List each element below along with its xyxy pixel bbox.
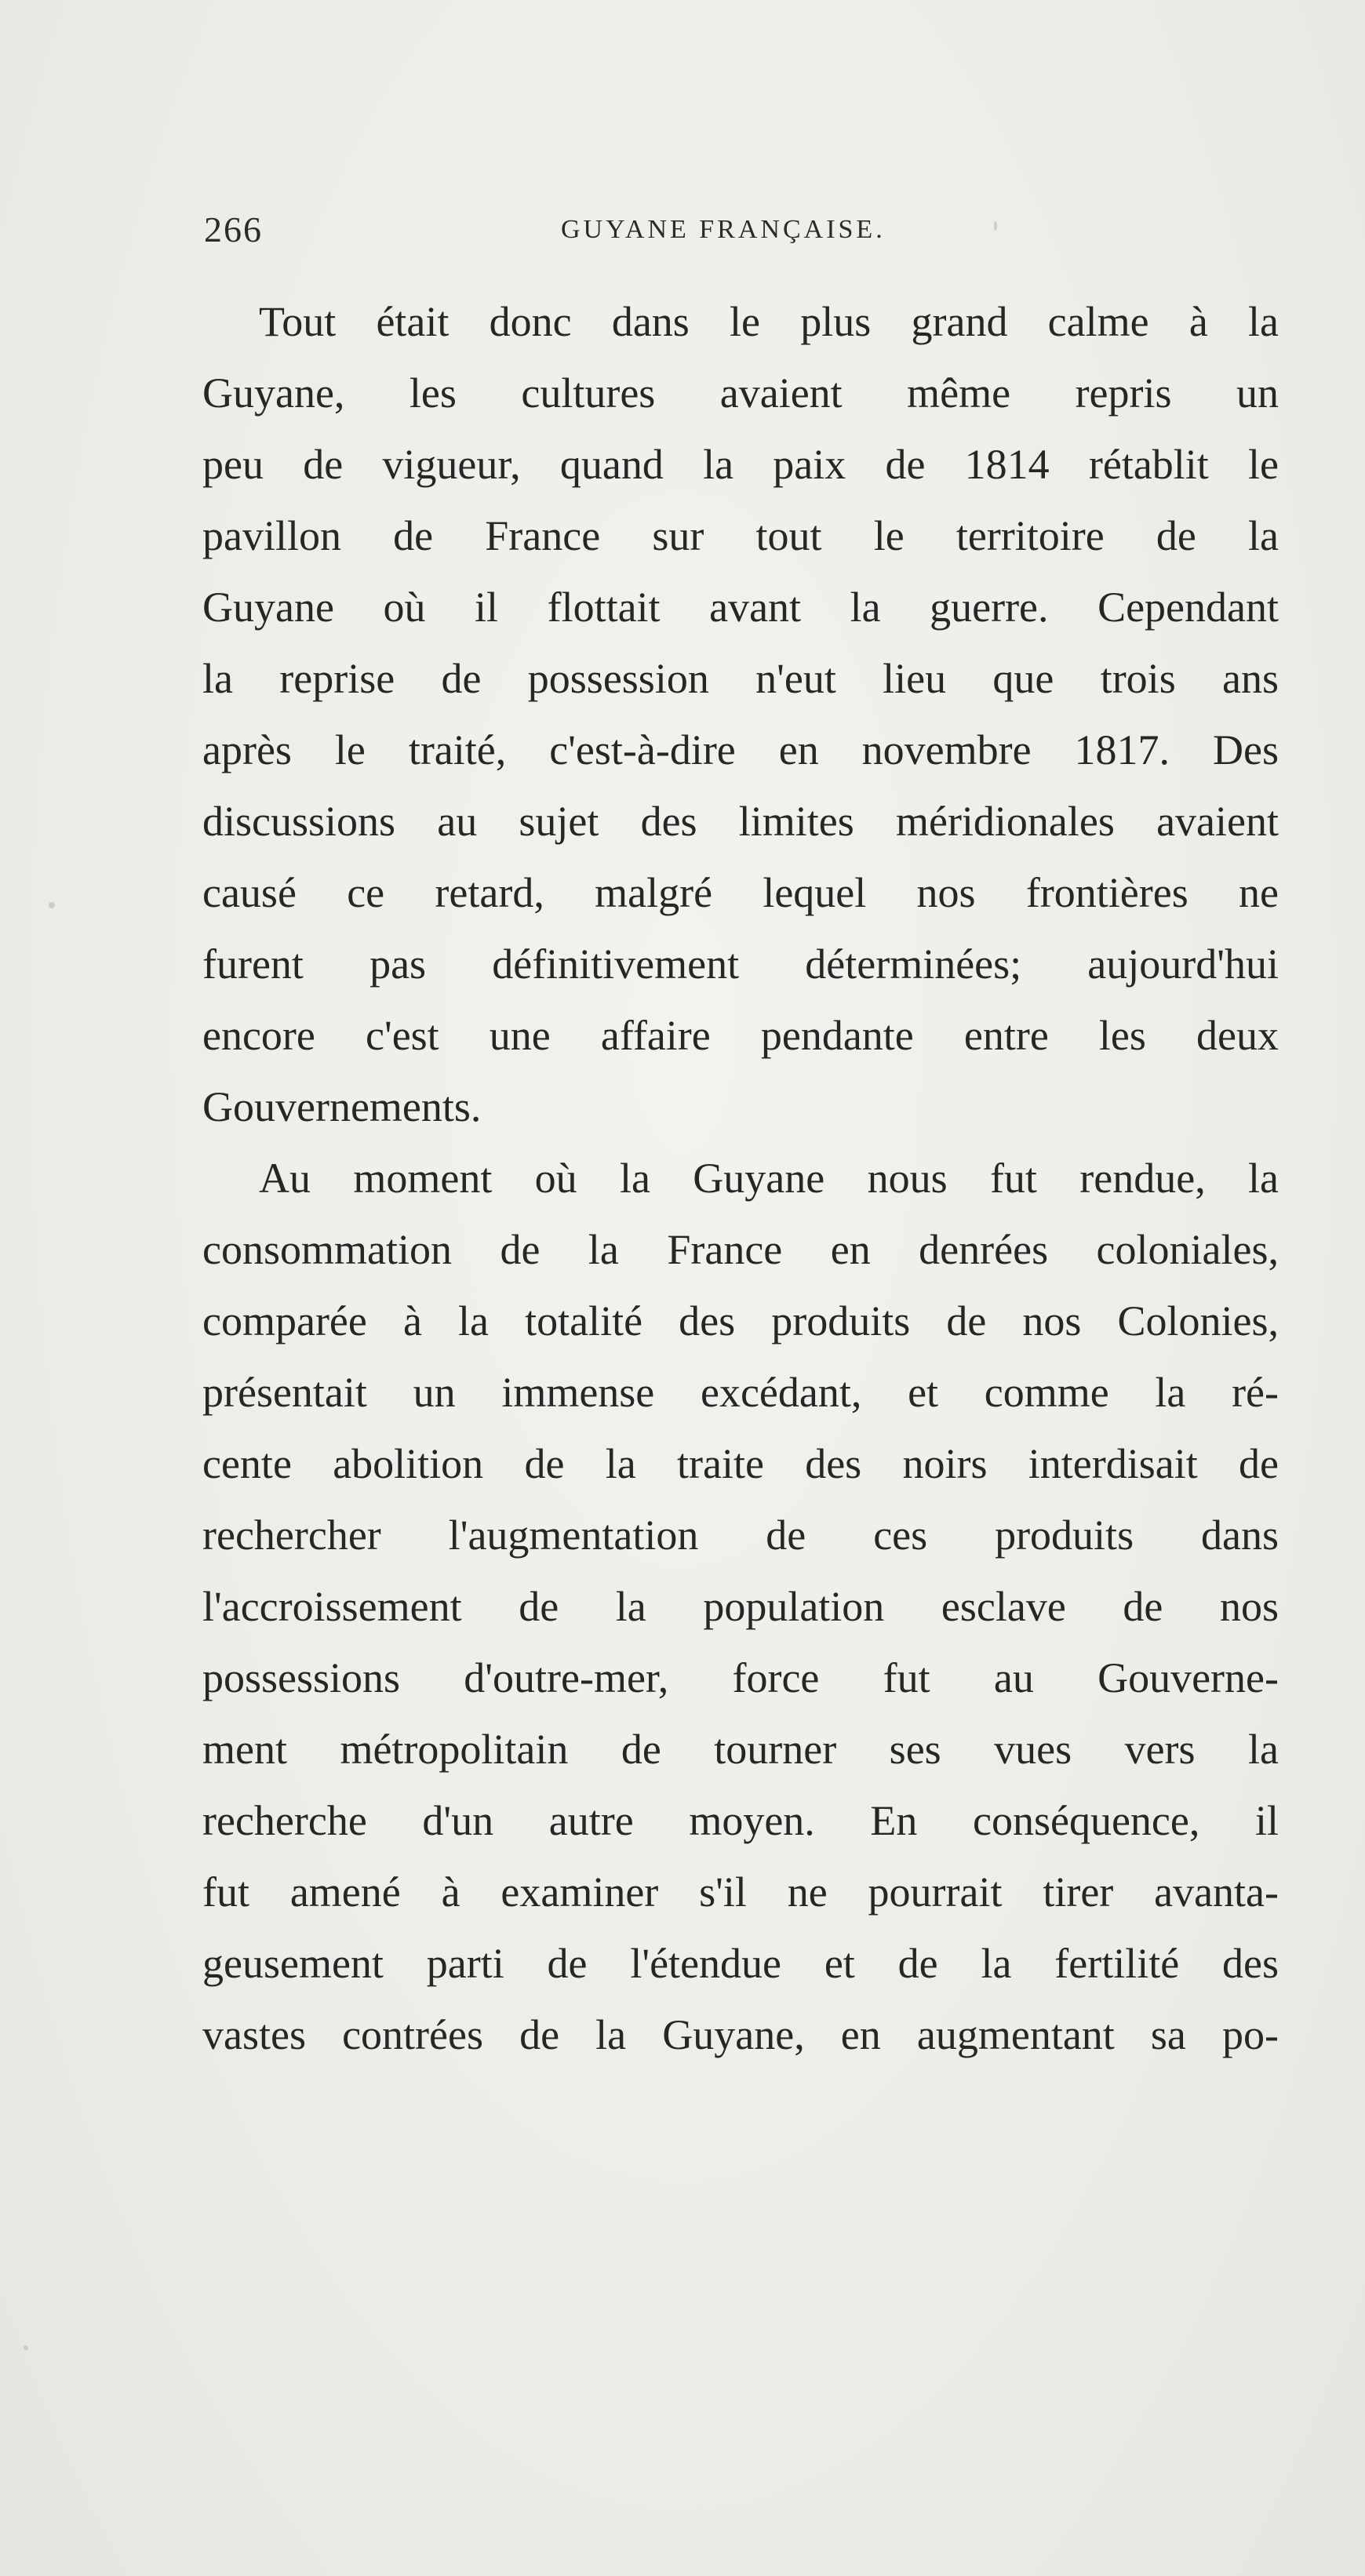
text-line: pavillon de France sur tout le territoire de la	[202, 512, 1279, 559]
text-line: Guyane, les cultures avaient même repris un	[202, 369, 1279, 417]
text-line: l'accroissement de la population esclave de nos	[202, 1583, 1279, 1630]
text-line: peu de vigueur, quand la paix de 1814 rétablit le	[202, 441, 1279, 488]
text-line: Guyane où il flottait avant la guerre. Cependant	[202, 584, 1279, 631]
text-line: vastes contrées de la Guyane, en augmentant sa po-	[202, 2011, 1279, 2058]
text-line: Tout était donc dans le plus grand calme à la	[259, 298, 1279, 345]
paper-speck	[994, 221, 997, 231]
text-line: présentait un immense excédant, et comme la ré-	[202, 1369, 1279, 1416]
text-line: Gouvernements.	[202, 1083, 482, 1130]
page-number: 266	[204, 209, 263, 249]
text-line: la reprise de possession n'eut lieu que trois ans	[202, 655, 1279, 702]
text-line: geusement parti de l'étendue et de la fertilité des	[202, 1940, 1279, 1987]
text-line: discussions au sujet des limites méridionales avaient	[202, 798, 1279, 845]
running-head	[204, 209, 1279, 264]
paper-speck	[24, 2345, 28, 2350]
text-line: causé ce retard, malgré lequel nos frontières ne	[202, 869, 1279, 916]
text-line: cente abolition de la traite des noirs interdisait de	[202, 1440, 1279, 1487]
text-line: encore c'est une affaire pendante entre les deux	[202, 1012, 1279, 1059]
paragraph-1	[202, 286, 1279, 1143]
text-line: Au moment où la Guyane nous fut rendue, la	[259, 1155, 1279, 1202]
text-line: consommation de la France en denrées coloniales,	[202, 1226, 1279, 1273]
body-text	[202, 286, 1279, 2071]
paragraph-2	[202, 1143, 1279, 2071]
text-line: possessions d'outre-mer, force fut au Gouverne-	[202, 1654, 1279, 1701]
text-line: comparée à la totalité des produits de nos Colonies,	[202, 1297, 1279, 1344]
text-line: furent pas définitivement déterminées; aujourd'hui	[202, 941, 1279, 988]
text-line: ment métropolitain de tourner ses vues vers la	[202, 1726, 1279, 1773]
paper-speck	[49, 902, 55, 908]
text-line: fut amené à examiner s'il ne pourrait tirer avanta-	[202, 1868, 1279, 1916]
running-title: GUYANE FRANÇAISE.	[561, 215, 886, 244]
text-line: recherche d'un autre moyen. En conséquence, il	[202, 1797, 1279, 1844]
text-line: après le traité, c'est-à-dire en novembre 1817. Des	[202, 726, 1279, 773]
text-line: rechercher l'augmentation de ces produits dans	[202, 1512, 1279, 1559]
